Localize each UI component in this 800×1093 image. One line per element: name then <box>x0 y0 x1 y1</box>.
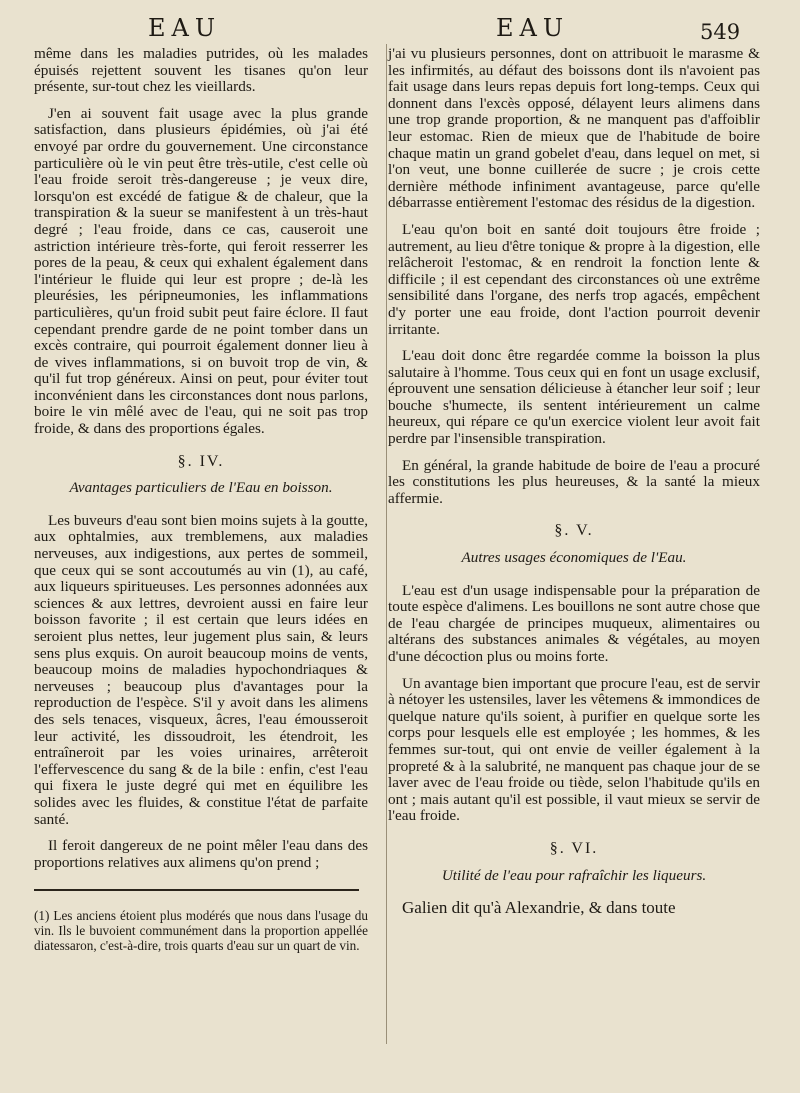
paragraph: L'eau qu'on boit en santé doit toujours être froide ; autrement, au lieu d'être tonique & propre à la digestion, elle relâcheroit l'estomac, & en rendroit la fonction lente & difficile ; il est cependant des circonstances où une extrême sensibilité dans l'organe, des nerfs trop agacés, empêchent d'y porter une eau froide, dont l'action pourroit devenir irritante. <box>388 220 760 338</box>
paragraph: Les buveurs d'eau sont bien moins sujets à la goutte, aux ophtalmies, aux tremblemens, aux maladies nerveuses, aux indigestions, aux pertes de sommeil, que ceux qui se sont accoutumés au vin (1), au café, aux liqueurs spiritueuses. Les personnes adonnées aux sciences & aux lettres, devroient aussi en faire leur boisson favorite ; il est certain que leurs idées en seroient plus nettes, leur jugement plus sain, & leurs sens plus exquis. On auroit beaucoup moins de vents, beaucoup moins de maladies hypochondriaques & nerveuses ; beaucoup plus d'avantages pour la reproduction de l'espèce. S'il y avoit dans les alimens des sels tenaces, visqueux, âcres, l'eau émousseroit leur activité, les dissoudroit, les étendroit, les entraîneroit par les voies urinaires, arrêteroit l'effervescence du sang & de la bile : enfin, c'est l'eau qui fixera le juste degré qui met en équilibre les solides avec les fluides, & constitue l'état de parfaite santé. <box>34 511 368 828</box>
paragraph: même dans les maladies putrides, où les malades épuisés rejettent souvent les tisanes qu'on leur présente, sur-tout chez les vieillards. <box>34 45 368 96</box>
paragraph: Il feroit dangereux de ne point mêler l'eau dans des proportions relatives aux alimens qu'on prend ; <box>34 837 368 871</box>
section-subtitle: Autres usages économiques de l'Eau. <box>461 549 687 567</box>
header-right-title: EAU <box>496 14 570 42</box>
footnote-divider <box>34 889 359 891</box>
right-column <box>388 46 760 917</box>
section-heading: §. VI. <box>549 839 599 857</box>
paragraph: L'eau doit donc être regardée comme la boisson la plus salutaire à l'homme. Tous ceux qui en font un usage exclusif, éprouvent une sensation délicieuse à étancher leur soif ; leur bouche s'humecte, ils sentent intérieurement un calme heureux, qui répare ce qu'un exercice violent leur avoit fait perdre par l'insensible transpiration. <box>388 347 760 448</box>
left-column <box>34 46 368 953</box>
paragraph: J'en ai souvent fait usage avec la plus grande satisfaction, dans plusieurs épidémies, où j'ai été envoyé par ordre du gouvernement. Une circonstance particulière où le vin peut être très-utile, c'est celle où l'eau froide seroit très-dangereuse ; je veux dire, lorsqu'on est excédé de fatigue & de chaleur, que la transpiration & la sueur se manifestent à un très-haut degré ; l'eau froide, dans ce cas, causeroit une astriction intérieure très-forte, qui feroit resserrer les pores de la peau, & ceux qui exhalent également dans l'intérieur le fluide qui leur est propre ; de-là les pleurésies, les péripneumonies, les inflammations particulières, qu'un froid subit peut faire éclore. Il faut cependant prendre garde de ne point tomber dans un excès contraire, qui pourroit également donner lieu à de vives inflammations, si on buvoit trop de vin, & qu'il fut trop généreux. Ainsi on peut, pour éviter tout inconvénient dans les circonstances dont nous parlons, boire le vin mêlé avec de l'eau, qui ne soit pas trop froide, & dans des proportions égales. <box>34 104 368 438</box>
header-left-title: EAU <box>148 14 222 42</box>
paragraph: Galien dit qu'à Alexandrie, & dans toute <box>402 898 676 918</box>
page-number: 549 <box>700 20 741 44</box>
paragraph: Un avantage bien important que procure l'eau, est de servir à nétoyer les ustensiles, laver les vêtemens & immondices de quelque nature qu'ils soient, à purifier en quelque sorte les corps pour lesquels elle est employée ; les hommes, & les femmes sur-tout, qui ont envie de veiller également à la propreté & à la salubrité, ne manquent pas chaque jour de se laver avec de l'eau froide ou tiède, selon l'habitude qu'ils en ont ; mais autant qu'il est possible, il vaut mieux se servir de l'eau froide. <box>388 674 760 825</box>
paragraph: L'eau est d'un usage indispensable pour la préparation de toute espèce d'alimens. Les bouillons ne sont autre chose que de l'eau chargée de principes muqueux, alimentaires ou altérans des substances animales & végétales, au moyen d'une décoction plus ou moins forte. <box>388 581 760 665</box>
column-divider <box>386 44 387 1044</box>
section-subtitle: Avantages particuliers de l'Eau en boisson. <box>69 479 333 497</box>
section-subtitle: Utilité de l'eau pour rafraîchir les liqueurs. <box>441 866 707 884</box>
section-heading: §. IV. <box>177 452 225 470</box>
paragraph: j'ai vu plusieurs personnes, dont on attribuoit le marasme & les infirmités, au défaut des boissons dont ils n'avoient pas fait usage dans leurs repas depuis fort long-temps. Ceux qui donnent dans l'excès opposé, délayent leurs alimens dans une trop grande proportion, & ne manquent pas d'affoiblir leur estomac. Rien de mieux que de l'habitude de boire chaque matin un grand gobelet d'eau, dans lequel on met, si l'on veut, une bonne cuillerée de sucre ; je crois cette dernière méthode infiniment avantageuse, parce qu'elle débarrasse entièrement l'estomac des résidus de la digestion. <box>388 45 760 212</box>
footnote: (1) Les anciens étoient plus modérés que nous dans l'usage du vin. Ils le buvoient communément dans la proportion appellée diatessaron, c'est-à-dire, trois quarts d'eau sur un quart de vin. <box>34 908 368 953</box>
section-heading: §. V. <box>554 522 594 540</box>
running-header <box>0 14 800 44</box>
paragraph: En général, la grande habitude de boire de l'eau a procuré les constitutions les plus heureuses, & la santé la mieux affermie. <box>388 456 760 507</box>
